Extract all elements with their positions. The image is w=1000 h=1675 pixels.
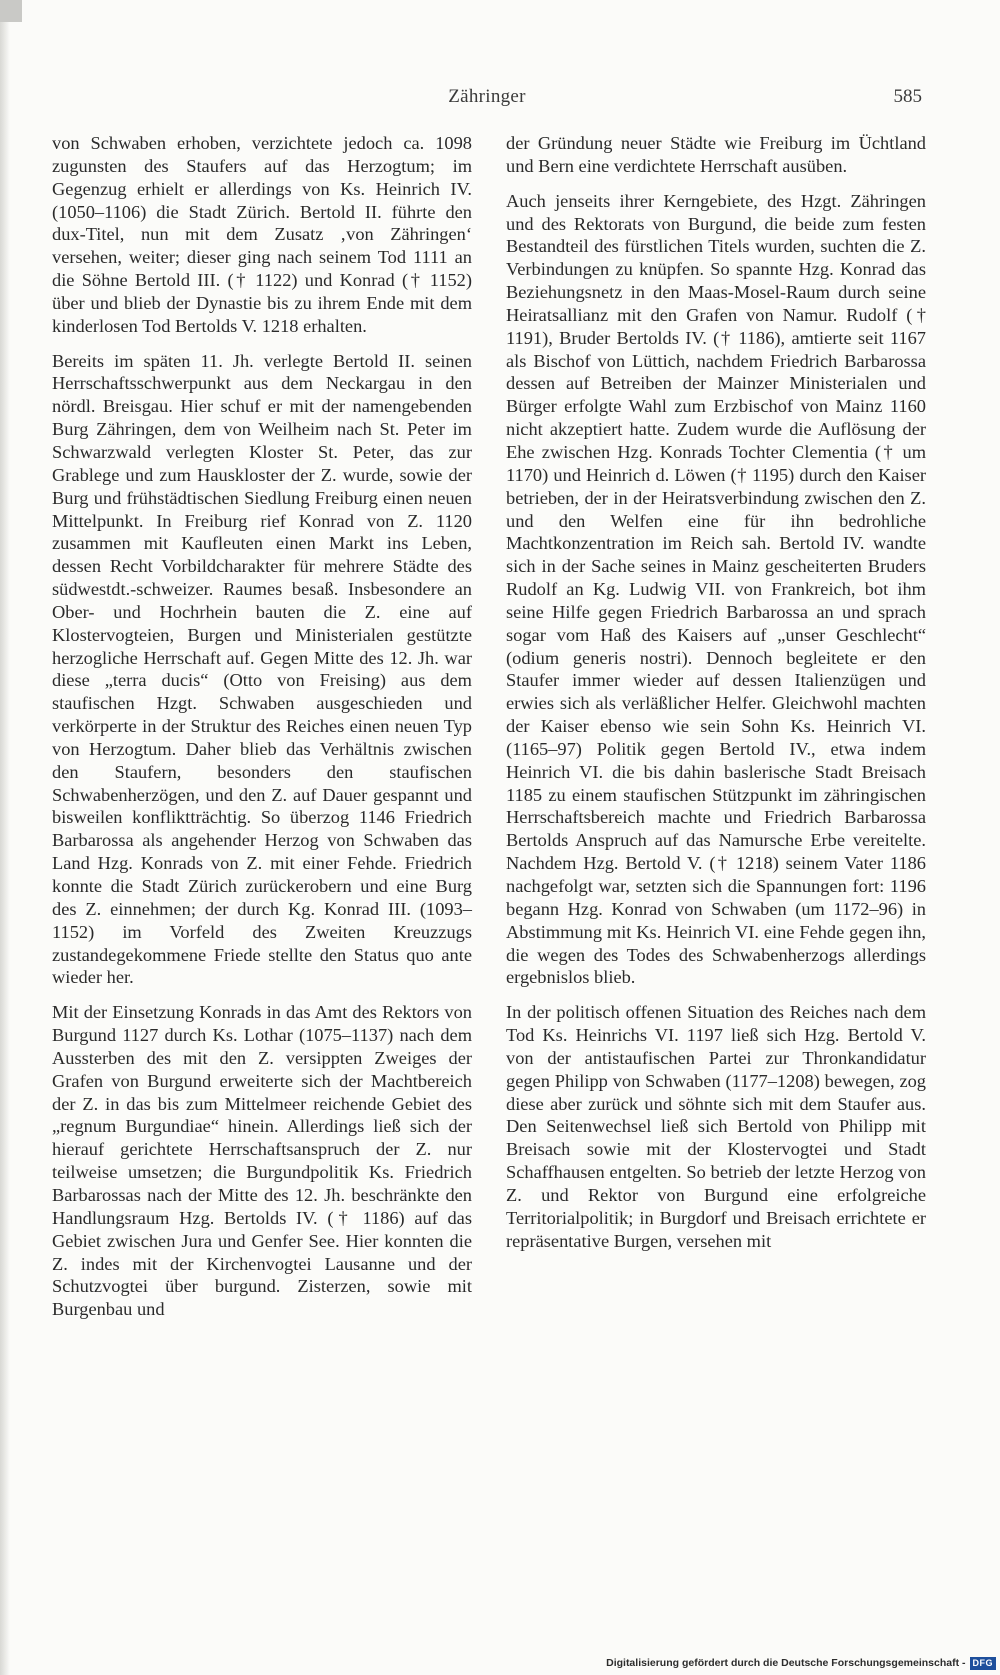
running-head: Zähringer: [448, 86, 526, 107]
paragraph: In der politisch offenen Situation des Reiches nach dem Tod Ks. Heinrichs VI. 1197 ließ sich Hzg. Bertold V. von der antistaufischen Partei zur Thronkandidatur gegen Philipp von Schwaben (1177–1208) bewegen, zog diese aber zurück und söhnte sich mit dem Staufer aus. Den Seitenwechsel ließ sich Bertold von Philipp mit Breisach sowie mit der Klostervogtei und Stadt Schaffhausen entgelten. So betrieb der letzte Herzog von Z. und Rektor von Burgund eine erfolgreiche Territorialpolitik; in Burgdorf und Breisach errichtete er repräsentative Burgen, versehen mit: [506, 1002, 926, 1251]
page-header: [52, 86, 922, 116]
paragraph: Bereits im späten 11. Jh. verlegte Bertold II. seinen Herrschaftsschwerpunkt aus dem Neckargau in den nördl. Breisgau. Hier schuf er mit der namengebenden Burg Zähringen, dem von Weilheim nach St. Peter im Schwarzwald verlegten Kloster St. Peter, das zur Grablege und zum Hauskloster der Z. wurde, sowie der Burg und frühstädtischen Siedlung Freiburg einen neuen Mittelpunkt. In Freiburg rief Konrad von Z. 1120 zusammen mit Kaufleuten einen Markt ins Leben, dessen Recht Vorbildcharakter für mehrere Städte des südwestdt.-schweizer. Raumes besaß. Insbesondere an Ober- und Hochrhein bauten die Z. eine auf Klostervogteien, Burgen und Ministerialen gestützte herzogliche Herrschaft auf. Gegen Mitte des 12. Jh. war diese „terra ducis“ (Otto von Freising) aus dem staufischen Hzgt. Schwaben ausgeschieden und verkörperte in der Struktur des Reiches einen neuen Typ von Herzogtum. Daher blieb das Verhältnis zwischen den Staufern, besonders den staufischen Schwabenherzögen, und den Z. auf Dauer gespannt und bisweilen konfliktträchtig. So überzog 1146 Friedrich Barbarossa als angehender Herzog von Schwaben das Land Hzg. Konrads von Z. mit einer Fehde. Friedrich konnte die Stadt Zürich zurückerobern und eine Burg des Z. einnehmen; der durch Kg. Konrad III. (1093–1152) im Vorfeld des Zweiten Kreuzzugs zustandegekommene Friede stellte den Status quo ante wieder her.: [52, 350, 472, 988]
paragraph: der Gründung neuer Städte wie Freiburg im Üchtland und Bern eine verdichtete Herrschaft ausüben.: [506, 133, 926, 176]
left-column: [52, 132, 472, 1321]
digitization-footer: [606, 1655, 996, 1671]
right-column: [506, 132, 926, 1253]
scan-edge-shadow: [0, 0, 10, 1675]
paragraph: von Schwaben erhoben, verzichtete jedoch ca. 1098 zugunsten des Staufers auf das Herzogtum; im Gegenzug erhielt er allerdings von Ks. Heinrich IV. (1050–1106) die Stadt Zürich. Bertold II. führte den dux-Titel, nun mit dem Zusatz ‚von Zähringen‘ versehen, weiter; dieser ging nach seinem Tod 1111 an die Söhne Bertold III. († 1122) und Konrad († 1152) über und blieb der Dynastie bis zu ihrem Ende mit dem kinderlosen Tod Bertolds V. 1218 erhalten.: [52, 133, 472, 336]
paragraph: Auch jenseits ihrer Kerngebiete, des Hzgt. Zähringen und des Rektorats von Burgund, die beide zum festen Bestandteil des fürstlichen Titels wurden, suchten die Z. Verbindungen zu knüpfen. So spannte Hzg. Konrad das Beziehungsnetz in den Maas-Mosel-Raum durch seine Heiratsallianz mit den Grafen von Namur. Rudolf († 1191), Bruder Bertolds IV. († 1186), amtierte seit 1167 als Bischof von Lüttich, nachdem Friedrich Barbarossa dessen auf Betreiben der Mainzer Ministerialen und Bürger erfolgte Wahl zum Erzbischof von Mainz 1160 nicht akzeptiert hatte. Zudem wurde die Auflösung der Ehe zwischen Hzg. Konrads Tochter Clementia († um 1170) und Heinrich d. Löwen († 1195) durch den Kaiser betrieben, der in der Heiratsverbindung zwischen den Z. und den Welfen eine für ihn bedrohliche Machtkonzentration im Reich sah. Bertold IV. wandte sich in der Sache seines in Mainz gescheiterten Bruders Rudolf an Kg. Ludwig VII. von Frankreich, bot ihm seine Hilfe gegen Friedrich Barbarossa an und sprach sogar vom Haß des Kaisers auf „unser Geschlecht“ (odium generis nostri). Dennoch begleitete er den Staufer immer wieder auf dessen Italienzügen und erwies sich als verläßlicher Helfer. Gleichwohl machten der Kaiser ebenso wie sein Sohn Ks. Heinrich VI. (1165–97) Politik gegen Bertold IV., etwa indem Heinrich VI. die bis dahin baslerische Stadt Breisach 1185 zu einem staufischen Stützpunkt im zähringischen Herrschaftsbereich machte und Friedrich Barbarossa Bertolds Anspruch auf das Namursche Erbe vereitelte. Nachdem Hzg. Bertold V. († 1218) seinem Vater 1186 nachgefolgt war, setzten sich die Spannungen fort: 1196 begann Hzg. Konrad von Schwaben (um 1172–96) in Abstimmung mit Ks. Heinrich VI. eine Fehde gegen ihn, die wegen des Todes des Schwabenherzogs allerdings ergebnislos blieb.: [506, 190, 926, 988]
dfg-logo: DFG: [970, 1657, 997, 1670]
scan-corner-mark: [0, 0, 22, 22]
page-number: 585: [893, 86, 922, 107]
digitization-credit: Digitalisierung gefördert durch die Deutsche Forschungsgemeinschaft -: [606, 1657, 966, 1669]
paragraph: Mit der Einsetzung Konrads in das Amt des Rektors von Burgund 1127 durch Ks. Lothar (1075–1137) nach dem Aussterben des mit den Z. versippten Zweiges der Grafen von Burgund erweiterte sich der Machtbereich der Z. in das bis zum Mittelmeer reichende Gebiet des „regnum Burgundiae“ hinein. Allerdings ließ sich der hierauf gerichtete Herrschaftsanspruch der Z. nur teilweise umsetzen; die Burgundpolitik Ks. Friedrich Barbarossas nach der Mitte des 12. Jh. beschränkte den Handlungsraum Hzg. Bertolds IV. († 1186) auf das Gebiet zwischen Jura und Genfer See. Hier konnten die Z. indes mit der Kirchenvogtei Lausanne und der Schutzvogtei über burgund. Zisterzen, sowie mit Burgenbau und: [52, 1002, 472, 1320]
